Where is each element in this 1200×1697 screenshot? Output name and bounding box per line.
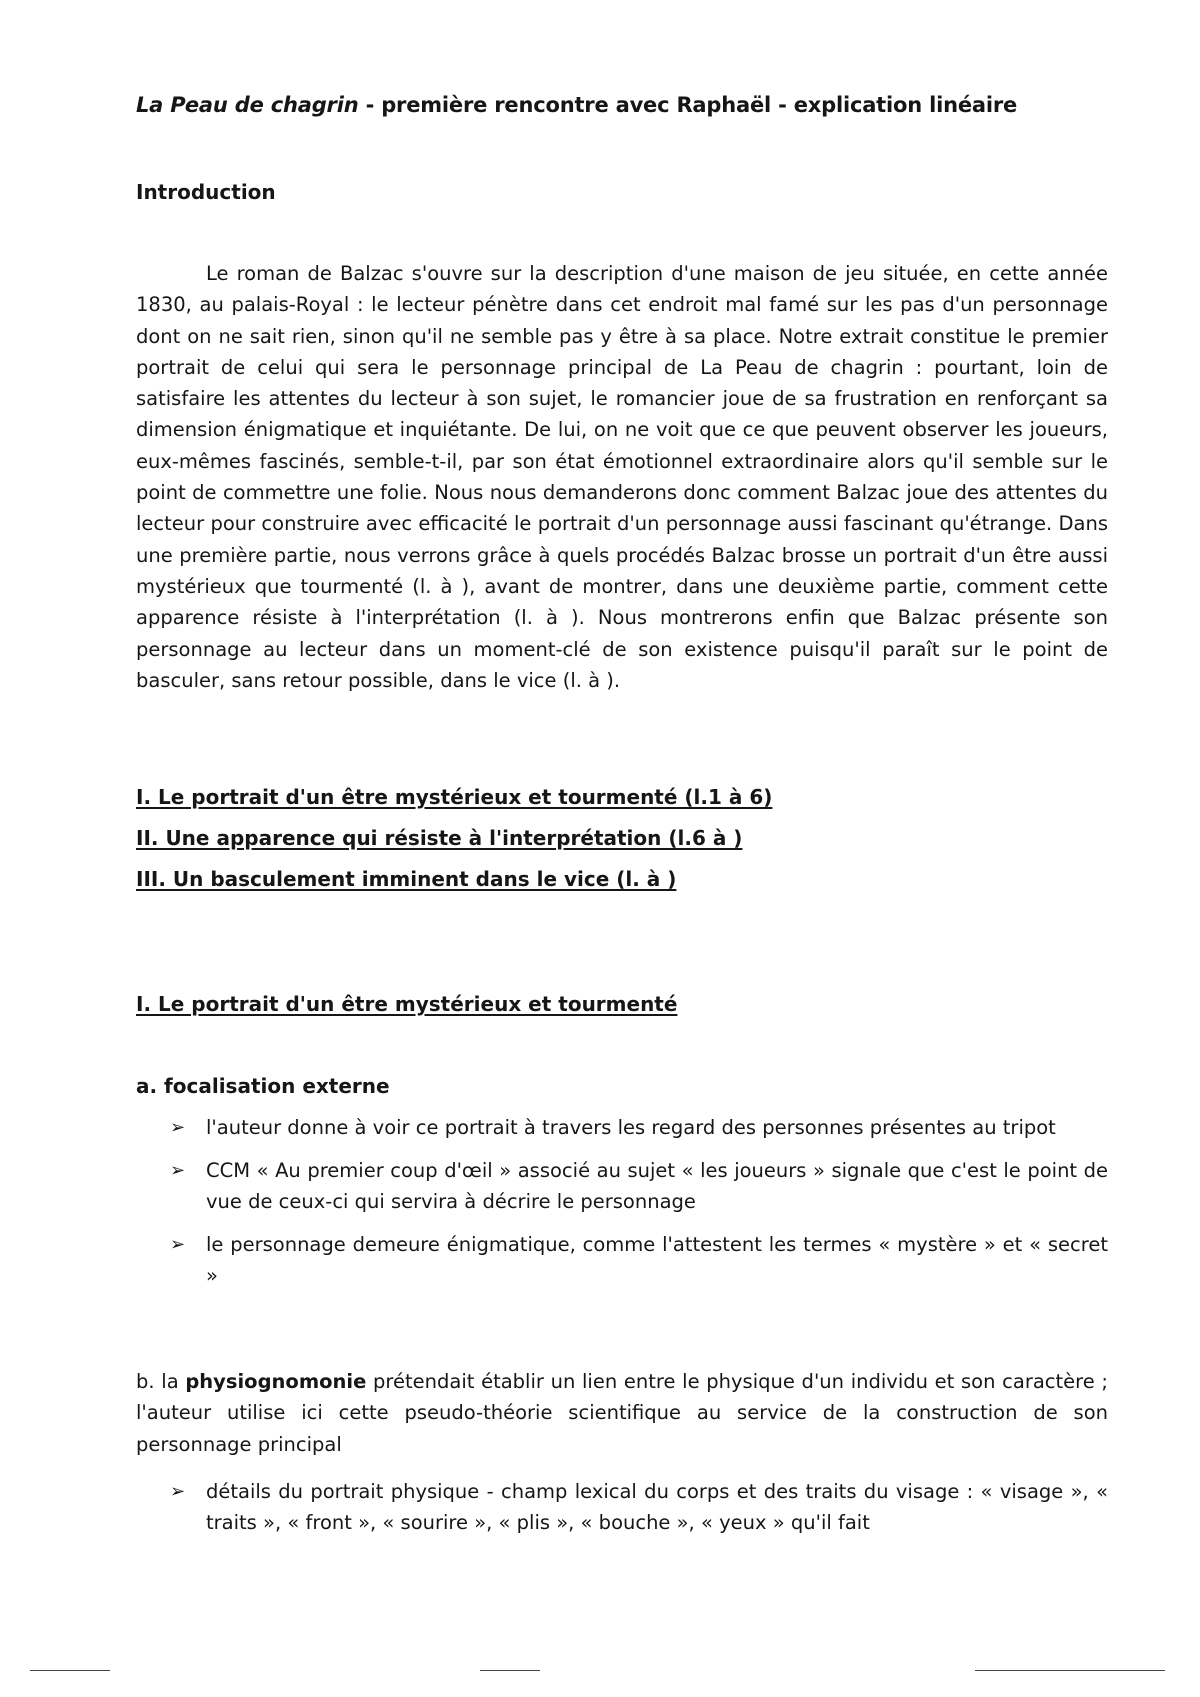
- list-item: [168, 1155, 1108, 1217]
- section-1-heading: I. Le portrait d'un être mystérieux et tourmenté: [136, 992, 678, 1016]
- scan-artifact-line: [480, 1670, 540, 1671]
- subsection-b-list: [168, 1476, 1108, 1550]
- list-item: [168, 1476, 1108, 1538]
- list-item-text: détails du portrait physique - champ lexical du corps et des traits du visage : « visage », « traits », « front », « sourire », « plis », « bouche », « yeux » qu'il fait: [206, 1480, 1108, 1534]
- plan-item-1: I. Le portrait d'un être mystérieux et tourmenté (l.1 à 6): [136, 785, 773, 809]
- list-item: [168, 1112, 1108, 1143]
- scan-artifact-line: [30, 1670, 110, 1671]
- list-item-text: l'auteur donne à voir ce portrait à travers les regard des personnes présentes au tripot: [206, 1116, 1056, 1139]
- list-item-text: le personnage demeure énigmatique, comme l'attestent les termes « mystère » et « secret »: [206, 1233, 1108, 1287]
- document-title: [136, 93, 1017, 117]
- subsection-b-prefix: b. la: [136, 1370, 186, 1393]
- introduction-heading: Introduction: [136, 180, 276, 204]
- subsection-b-paragraph: [136, 1366, 1108, 1460]
- plan-item-2: II. Une apparence qui résiste à l'interprétation (l.6 à ): [136, 826, 743, 850]
- list-item: [168, 1229, 1108, 1291]
- subsection-a-list: [168, 1112, 1108, 1303]
- list-item-text: CCM « Au premier coup d'œil » associé au sujet « les joueurs » signale que c'est le point de vue de ceux-ci qui servira à décrire le personnage: [206, 1159, 1108, 1213]
- title-subtitle: - première rencontre avec Raphaël - explication linéaire: [358, 93, 1018, 117]
- arrow-bullet-icon: ➢: [170, 1117, 186, 1138]
- subsection-a-heading: a. focalisation externe: [136, 1074, 390, 1098]
- arrow-bullet-icon: ➢: [170, 1234, 186, 1255]
- introduction-paragraph: Le roman de Balzac s'ouvre sur la description d'une maison de jeu située, en cette année 1830, au palais-Royal : le lecteur pénètre dans cet endroit mal famé sur les pas d'un personnage dont on ne sait rien, sinon qu'il ne semble pas y être à sa place. Notre extrait constitue le premier portrait de celui qui sera le personnage principal de La Peau de chagrin : pourtant, loin de satisfaire les attentes du lecteur à son sujet, le romancier joue de sa frustration en renforçant sa dimension énigmatique et inquiétante. De lui, on ne voit que ce que peuvent observer les joueurs, eux-mêmes fascinés, semble-t-il, par son état émotionnel extraordinaire alors qu'il semble sur le point de commettre une folie. Nous nous demanderons donc comment Balzac joue des attentes du lecteur pour construire avec efficacité le portrait d'un personnage aussi fascinant qu'étrange. Dans une première partie, nous verrons grâce à quels procédés Balzac brosse un portrait d'un être aussi mystérieux que tourmenté (l. à ), avant de montrer, dans une deuxième partie, comment cette apparence résiste à l'interprétation (l. à ). Nous montrerons enfin que Balzac présente son personnage au lecteur dans un moment-clé de son existence puisqu'il paraît sur le point de basculer, sans retour possible, dans le vice (l. à ).: [136, 262, 1108, 692]
- scan-artifact-line: [975, 1670, 1165, 1671]
- arrow-bullet-icon: ➢: [170, 1160, 186, 1181]
- subsection-b-text: prétendait établir un lien entre le physique d'un individu et son caractère ; l'auteur utilise ici cette pseudo-théorie scientifique au service de la construction de son personnage principal: [136, 1370, 1109, 1456]
- plan-item-3: III. Un basculement imminent dans le vice (l. à ): [136, 867, 677, 891]
- arrow-bullet-icon: ➢: [170, 1481, 186, 1502]
- title-book-name: La Peau de chagrin: [136, 93, 359, 117]
- subsection-b-keyword: physiognomonie: [185, 1370, 367, 1393]
